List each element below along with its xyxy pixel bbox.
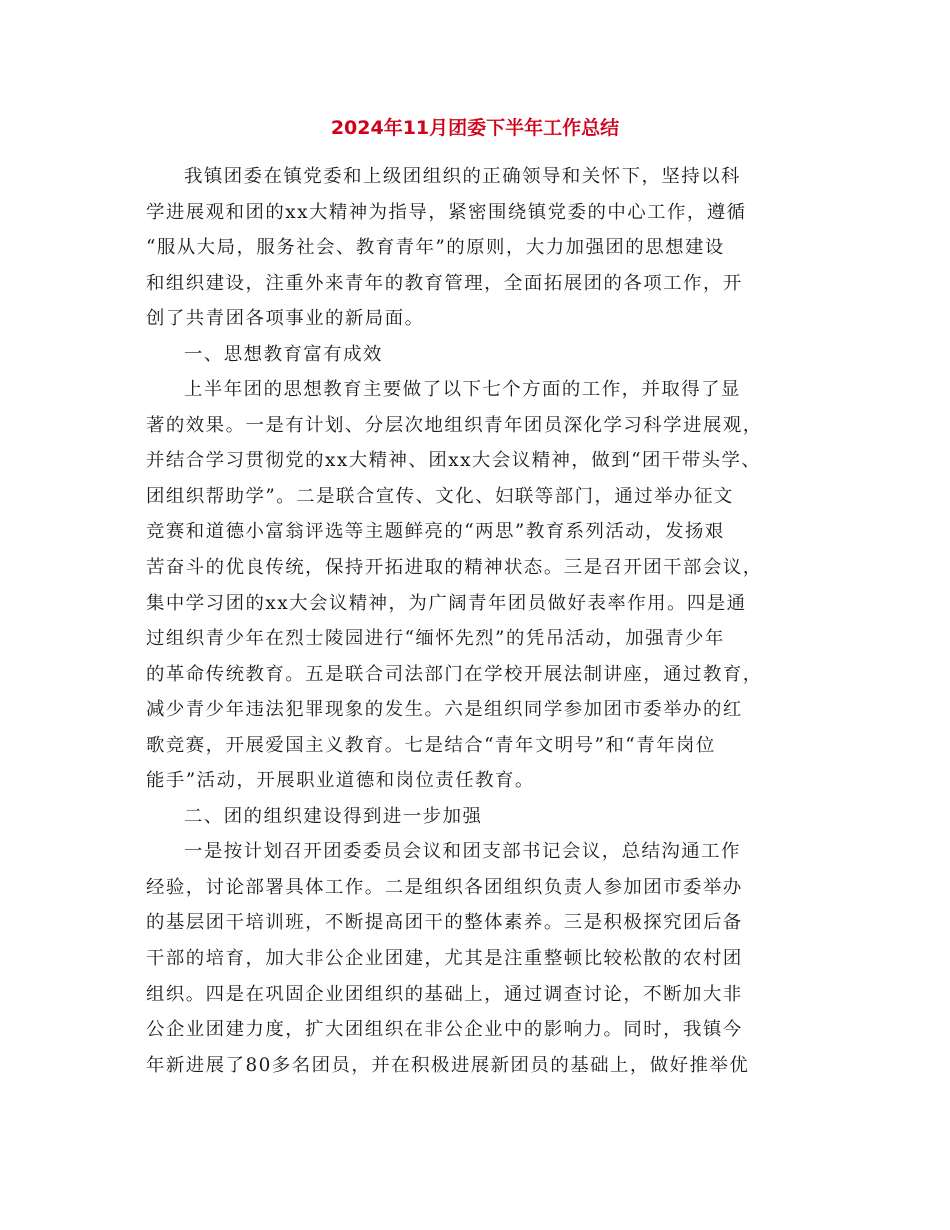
- text-line: 一、思想教育富有成效: [184, 343, 383, 365]
- text-line: 组织。四是在巩固企业团组织的基础上，通过调查讨论，不断加大非: [146, 983, 743, 1005]
- text-line: 创了共青团各项事业的新局面。: [146, 308, 425, 330]
- text-line: 团组织帮助学”。二是联合宣传、文化、妇联等部门，通过举办征文: [146, 485, 734, 507]
- text-line: 二、团的组织建设得到进一步加强: [184, 805, 483, 827]
- text-line: 学进展观和团的xx大精神为指导，紧密围绕镇党委的中心工作，遵循: [146, 201, 747, 223]
- text-line: 年新进展了80多名团员，并在积极进展新团员的基础上，做好推举优: [146, 1054, 750, 1076]
- text-line: 并结合学习贯彻党的xx大精神、团xx大会议精神，做到“团干带头学、: [146, 450, 762, 472]
- text-line: 集中学习团的xx大会议精神，为广阔青年团员做好表率作用。四是通: [146, 592, 747, 614]
- text-line: “服从大局，服务社会、教育青年”的原则，大力加强团的思想建设: [146, 237, 725, 259]
- text-line: 减少青少年违法犯罪现象的发生。六是组织同学参加团市委举办的红: [146, 699, 743, 721]
- text-line: 我镇团委在镇党委和上级团组织的正确领导和关怀下，坚持以科: [184, 166, 741, 187]
- text-line: 干部的培育，加大非公企业团建，尤其是注重整顿比较松散的农村团: [146, 948, 743, 970]
- text-line: 歌竞赛，开展爱国主义教育。七是结合“青年文明号”和“青年岗位: [146, 734, 716, 756]
- text-line: 的基层团干培训班，不断提高团干的整体素养。三是积极探究团后备: [146, 912, 743, 934]
- document-body: [0, 159, 950, 1083]
- text-line: 能手”活动，开展职业道德和岗位责任教育。: [146, 770, 535, 792]
- text-line: 和组织建设，注重外来青年的教育管理，全面拓展团的各项工作，开: [146, 272, 743, 294]
- text-line: 公企业团建力度，扩大团组织在非公企业中的影响力。同时，我镇今: [146, 1019, 743, 1041]
- text-line: 上半年团的思想教育主要做了以下七个方面的工作，并取得了显: [184, 379, 741, 401]
- text-line: 苦奋斗的优良传统，保持开拓进取的精神状态。三是召开团干部会议，: [146, 557, 763, 579]
- document-title: 2024年11月团委下半年工作总结: [330, 117, 620, 139]
- text-line: 竞赛和道德小富翁评选等主题鲜亮的“两思”教育系列活动，发扬艰: [146, 521, 725, 543]
- text-line: 一是按计划召开团委委员会议和团支部书记会议，总结沟通工作: [184, 841, 741, 863]
- text-line: 经验，讨论部署具体工作。二是组织各团组织负责人参加团市委举办: [146, 876, 743, 898]
- text-line: 过组织青少年在烈士陵园进行“缅怀先烈”的凭吊活动，加强青少年: [146, 628, 725, 650]
- text-line: 的革命传统教育。五是联合司法部门在学校开展法制讲座，通过教育，: [146, 663, 763, 685]
- text-line: 著的效果。一是有计划、分层次地组织青年团员深化学习科学进展观，: [146, 414, 763, 436]
